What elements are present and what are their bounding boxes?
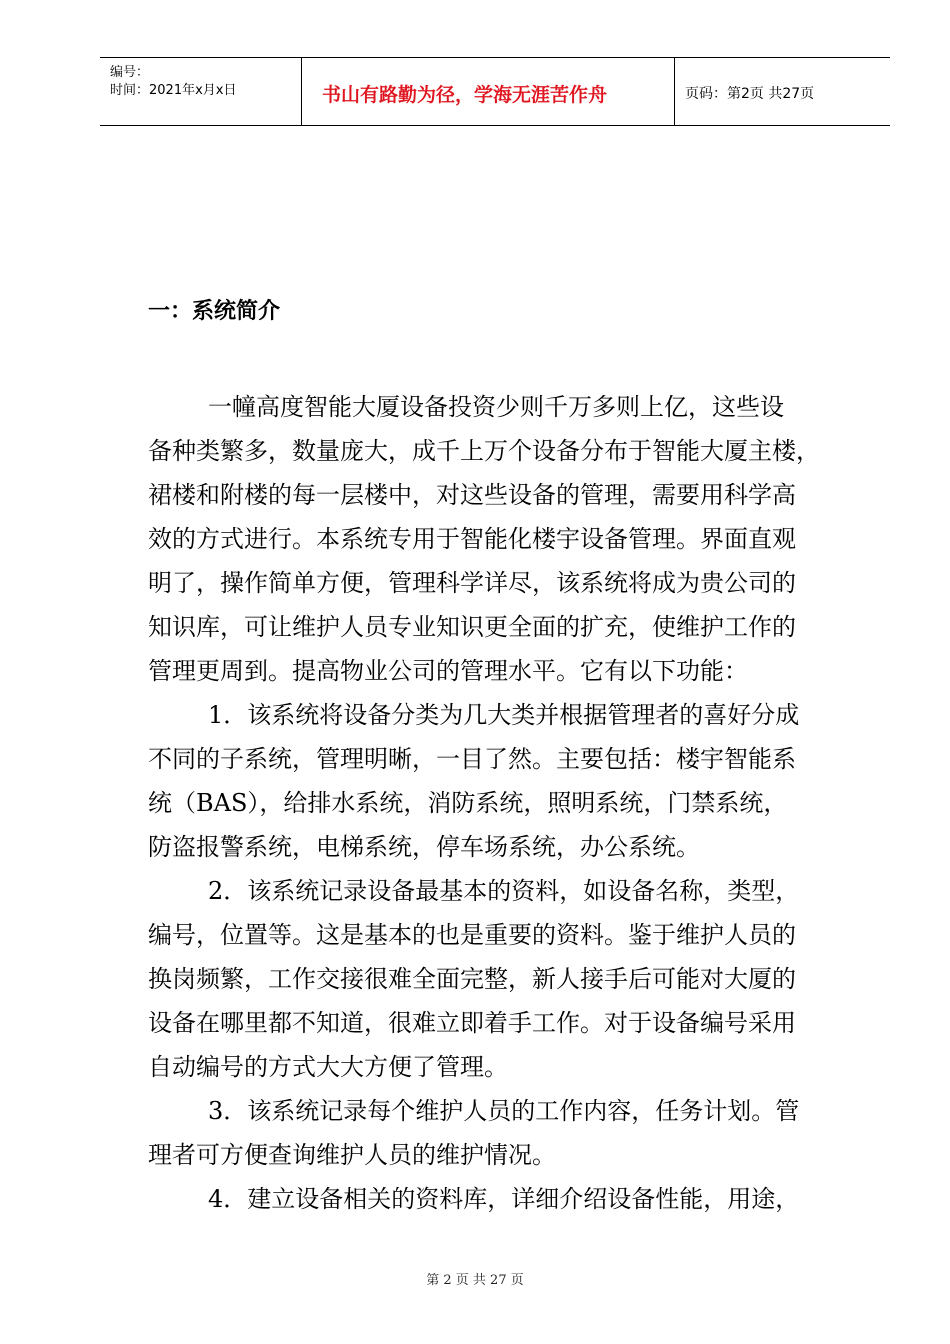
section-heading: 一：系统简介 [148,299,281,324]
text-line: 知识库，可让维护人员专业知识更全面的扩充，使维护工作的 [148,613,796,641]
text-line: 理者可方便查询维护人员的维护情况。 [148,1141,556,1169]
page-header [100,57,890,126]
text-line: 不同的子系统，管理明晰，一目了然。主要包括：楼宇智能系 [148,745,796,773]
text-line: 2．该系统记录设备最基本的资料，如设备名称，类型， [208,877,800,905]
header-page-cell [675,58,890,125]
text-line: 统（BAS），给排水系统，消防系统，照明系统，门禁系统， [148,789,788,817]
text-line: 明了，操作简单方便，管理科学详尽，该系统将成为贵公司的 [148,569,796,597]
text-line: 裙楼和附楼的每一层楼中，对这些设备的管理，需要用科学高 [148,481,796,509]
header-meta-cell [100,58,302,125]
text-line: 编号，位置等。这是基本的也是重要的资料。鉴于维护人员的 [148,921,796,949]
motto-text: 书山有路勤为径，学海无涯苦作舟 [322,84,608,106]
text-line: 效的方式进行。本系统专用于智能化楼宇设备管理。界面直观 [148,525,796,553]
text-line: 管理更周到。提高物业公司的管理水平。它有以下功能： [148,657,748,685]
text-line: 1．该系统将设备分类为几大类并根据管理者的喜好分成 [208,701,800,729]
page-footer: 第 2 页 共 27 页 [426,1273,524,1288]
text-line: 一幢高度智能大厦设备投资少则千万多则上亿，这些设 [208,393,784,421]
text-line: 备种类繁多，数量庞大，成千上万个设备分布于智能大厦主楼， [148,437,820,465]
date-label: 时间：2021年x月x日 [110,83,237,98]
number-label: 编号： [110,65,150,80]
text-line: 换岗频繁，工作交接很难全面完整，新人接手后可能对大厦的 [148,965,796,993]
header-motto-cell [302,58,675,125]
page-info: 页码：第2页 共27页 [685,86,815,102]
text-line: 设备在哪里都不知道，很难立即着手工作。对于设备编号采用 [148,1009,796,1037]
text-line: 4．建立设备相关的资料库，详细介绍设备性能，用途， [208,1185,800,1213]
text-line: 防盗报警系统，电梯系统，停车场系统，办公系统。 [148,833,700,861]
text-line: 3．该系统记录每个维护人员的工作内容，任务计划。管 [208,1097,800,1125]
text-line: 自动编号的方式大大方便了管理。 [148,1053,508,1081]
